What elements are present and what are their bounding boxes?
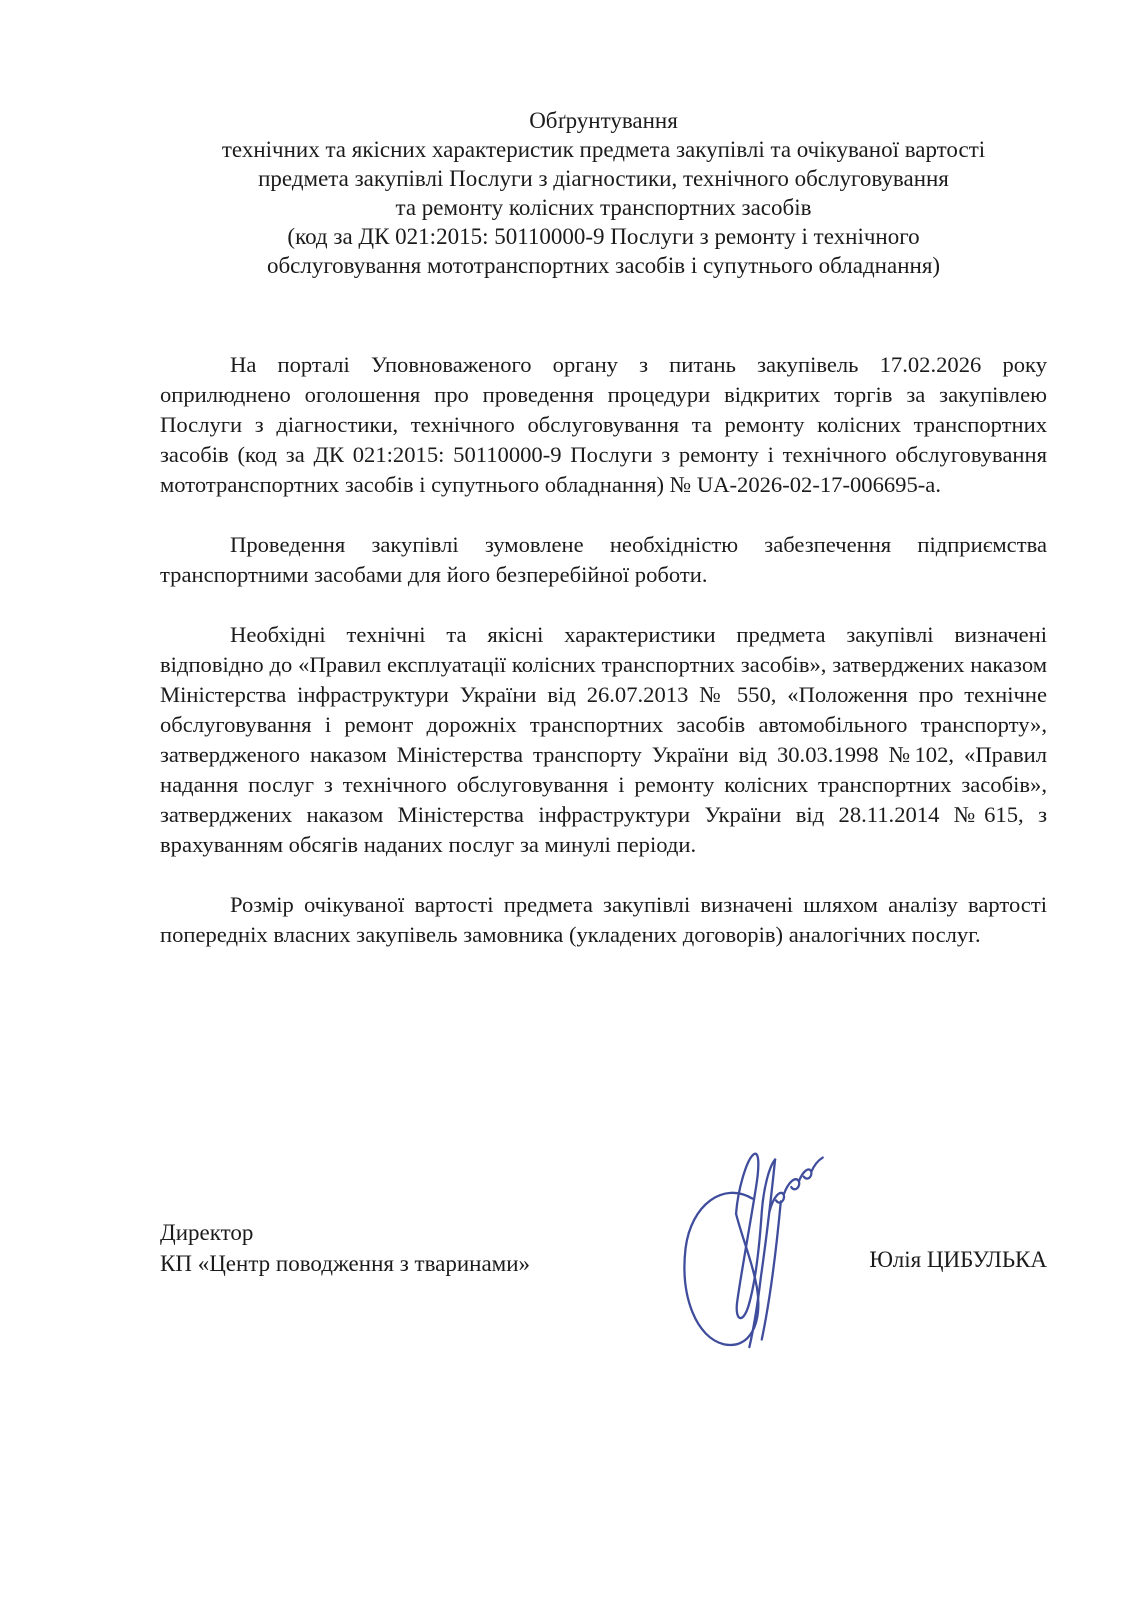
document-body	[160, 350, 1047, 980]
paragraph-announcement: На порталі Уповноваженого органу з питань закупівель 17.02.2026 року оприлюднено оголошення про проведення процедури відкритих торгів за закупівлею Послуги з діагностики, технічного обслуговування та ремонту колісних транспортних засобів (код за ДК 021:2015: 50110000-9 Послуги з ремонту і технічного обслуговування мототранспортних засобів і супутнього обладнання) № UA-2026-02-17-006695-a.	[160, 352, 1047, 497]
signature-ink-icon	[668, 1149, 826, 1349]
paragraph-expected-value: Розмір очікуваної вартості предмета закупівлі визначені шляхом аналізу вартості попередніх власних закупівель замовника (укладених договорів) аналогічних послуг.	[160, 892, 1047, 947]
document-title	[160, 106, 1047, 280]
title-line-1: Обґрунтування	[529, 108, 678, 133]
paragraph-purpose: Проведення закупівлі зумовлене необхідністю забезпечення підприємства транспортними засобами для його безперебійної роботи.	[160, 532, 1047, 587]
signature-block	[160, 1215, 1047, 1385]
handwritten-signature	[668, 1149, 826, 1349]
signer-position	[160, 1217, 530, 1279]
signer-organization: КП «Центр поводження з тваринами»	[160, 1251, 531, 1276]
title-line-3: предмета закупівлі Послуги з діагностики, технічного обслуговування	[258, 166, 949, 191]
title-line-4: та ремонту колісних транспортних засобів	[395, 195, 812, 220]
title-line-2: технічних та якісних характеристик предмета закупівлі та очікуваної вартості	[221, 137, 986, 162]
title-line-6: обслуговування мототранспортних засобів і супутнього обладнання)	[266, 253, 941, 278]
paragraph-requirements: Необхідні технічні та якісні характеристики предмета закупівлі визначені відповідно до «Правил експлуатації колісних транспортних засобів», затверджених наказом Міністерства інфраструктури України від 26.07.2013 № 550, «Положення про технічне обслуговування і ремонт дорожніх транспортних засобів автомобільного транспорту», затвердженого наказом Міністерства транспорту України від 30.03.1998 №102, «Правил надання послуг з технічного обслуговування і ремонту колісних транспортних засобів», затверджених наказом Міністерства інфраструктури України від 28.11.2014 №615, з врахуванням обсягів наданих послуг за минулі періоди.	[160, 622, 1047, 857]
signer-name: Юлія ЦИБУЛЬКА	[869, 1247, 1047, 1272]
title-line-5: (код за ДК 021:2015: 50110000-9 Послуги з ремонту і технічного	[287, 224, 920, 249]
signer-position-title: Директор	[160, 1220, 254, 1245]
